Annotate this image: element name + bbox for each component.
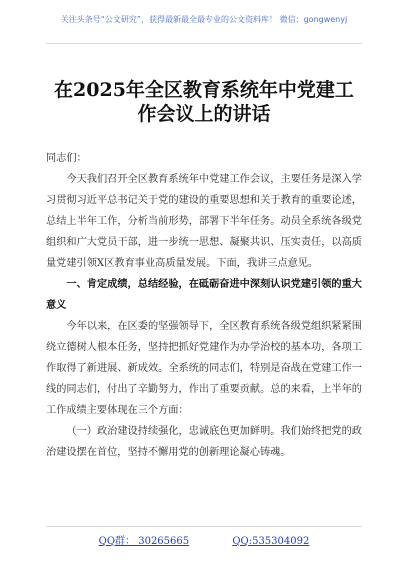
subsection-political-building: （一）政治建设持续强化，忠诚底色更加鲜明。我们始终把党的政治建设摆在首位，坚持不懈用党的创新理论凝心铸魂。 — [46, 426, 362, 458]
footer-qq-contact: QQ:535304092 — [232, 536, 310, 547]
footer-divider — [46, 526, 362, 527]
paragraph-achievements: 今年以来，在区委的坚强领导下，全区教育系统各级党组织紧紧围绕立德树人根本任务，坚持把抓好党建作为办学治校的基本功，各项工作取得了新进展、新成效。全系统的同志们，特别是奋战在党建工作一线的同志们，付出了辛勤努力，作出了重要贡献。总的来看，上半年的工作成绩主要体现在三个方面： — [46, 321, 362, 416]
section-heading-one: 一、肯定成绩，总结经验，在砥砺奋进中深刻认识党建引领的重大意义 — [46, 278, 362, 311]
footer — [0, 532, 408, 547]
paragraph-intro: 今天我们召开全区教育系统年中党建工作会议，主要任务是深入学习贯彻习近平总书记关于党的建设的重要思想和关于教育的重要论述，总结上半年工作，分析当前形势，部署下半年任务。动员全系统各级党组织和广大党员干部，进一步统一思想、凝聚共识、压实责任，以高质量党建引领X区教育事业高质量发展。下面，我讲三点意见。 — [46, 174, 362, 269]
document-body — [46, 148, 362, 463]
greeting: 同志们： — [46, 153, 87, 164]
footer-qq-group: QQ群： 30265665 — [98, 536, 190, 547]
document-title: 在2025年全区教育系统年中党建工作会议上的讲话 — [54, 79, 354, 125]
header-divider — [46, 43, 362, 44]
header-banner: 关注头条号“公文研究”，获得最新最全最专业的公文资料库！ 微信：gongwenyj — [60, 15, 348, 24]
